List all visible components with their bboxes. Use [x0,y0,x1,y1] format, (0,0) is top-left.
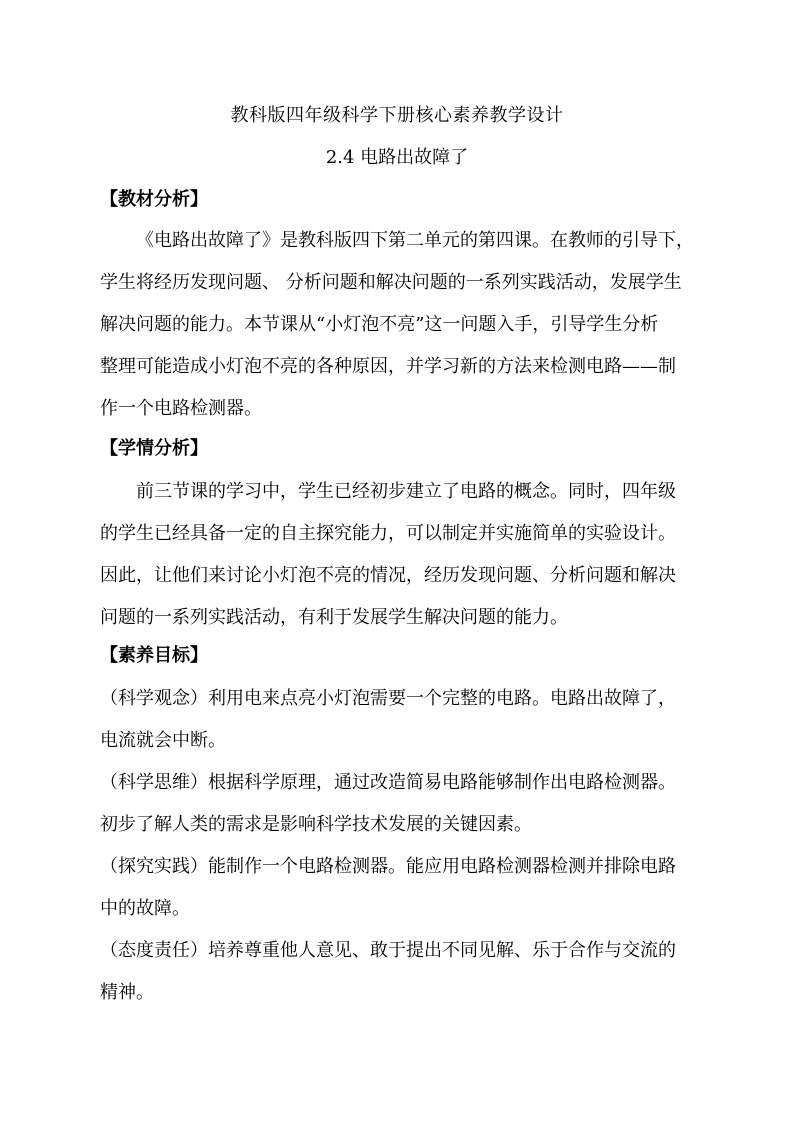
paragraph-line: 问题的一系列实践活动，有利于发展学生解决问题的能力。 [100,607,568,628]
literacy-goals-list [100,678,710,1014]
paragraph-line: 的学生已经具备一定的自主探究能力，可以制定并实施简单的实验设计。 [100,523,676,544]
material-analysis-heading: 【教材分析】 [100,189,208,210]
paragraph-line: 解决问题的能力。本节课从“小灯泡不亮”这一问题入手，引导学生分析 [100,314,659,335]
paragraph-line: 整理可能造成小灯泡不亮的各种原因，并学习新的方法来检测电路——制 [100,356,676,377]
material-analysis-paragraph [100,220,700,430]
document-title: 教科版四年级科学下册核心素养教学设计 [230,105,564,126]
goal-item-line: （探究实践）能制作一个电路检测器。能应用电路检测器检测并排除电路 [100,856,676,877]
lesson-title: 2.4 电路出故障了 [325,147,469,168]
paragraph-line: 《电路出故障了》是教科版四下第二单元的第四课。在教师的引导下， [136,230,694,251]
goal-item-line: 电流就会中断。 [100,730,226,751]
goal-item-line: 中的故障。 [100,898,190,919]
paragraph-line: 因此，让他们来讨论小灯泡不亮的情况，经历发现问题、分析问题和解决 [100,565,676,586]
student-analysis-paragraph [100,471,700,639]
paragraph-line: 作一个电路检测器。 [100,398,262,419]
goal-item-line: （科学思维）根据科学原理，通过改造简易电路能够制作出电路检测器。 [100,772,676,793]
goal-item-line: 初步了解人类的需求是影响科学技术发展的关键因素。 [100,814,532,835]
literacy-goals-heading: 【素养目标】 [100,645,208,666]
paragraph-line: 前三节课的学习中，学生已经初步建立了电路的概念。同时，四年级 [136,481,676,502]
goal-item-line: （态度责任）培养尊重他人意见、敢于提出不同见解、乐于合作与交流的 [100,940,676,961]
goal-item-line: （科学观念）利用电来点亮小灯泡需要一个完整的电路。电路出故障了， [100,688,676,709]
paragraph-line: 学生将经历发现问题、 分析问题和解决问题的一系列实践活动，发展学生 [100,272,682,293]
student-analysis-heading: 【学情分析】 [100,438,208,459]
goal-item-line: 精神。 [100,982,154,1003]
